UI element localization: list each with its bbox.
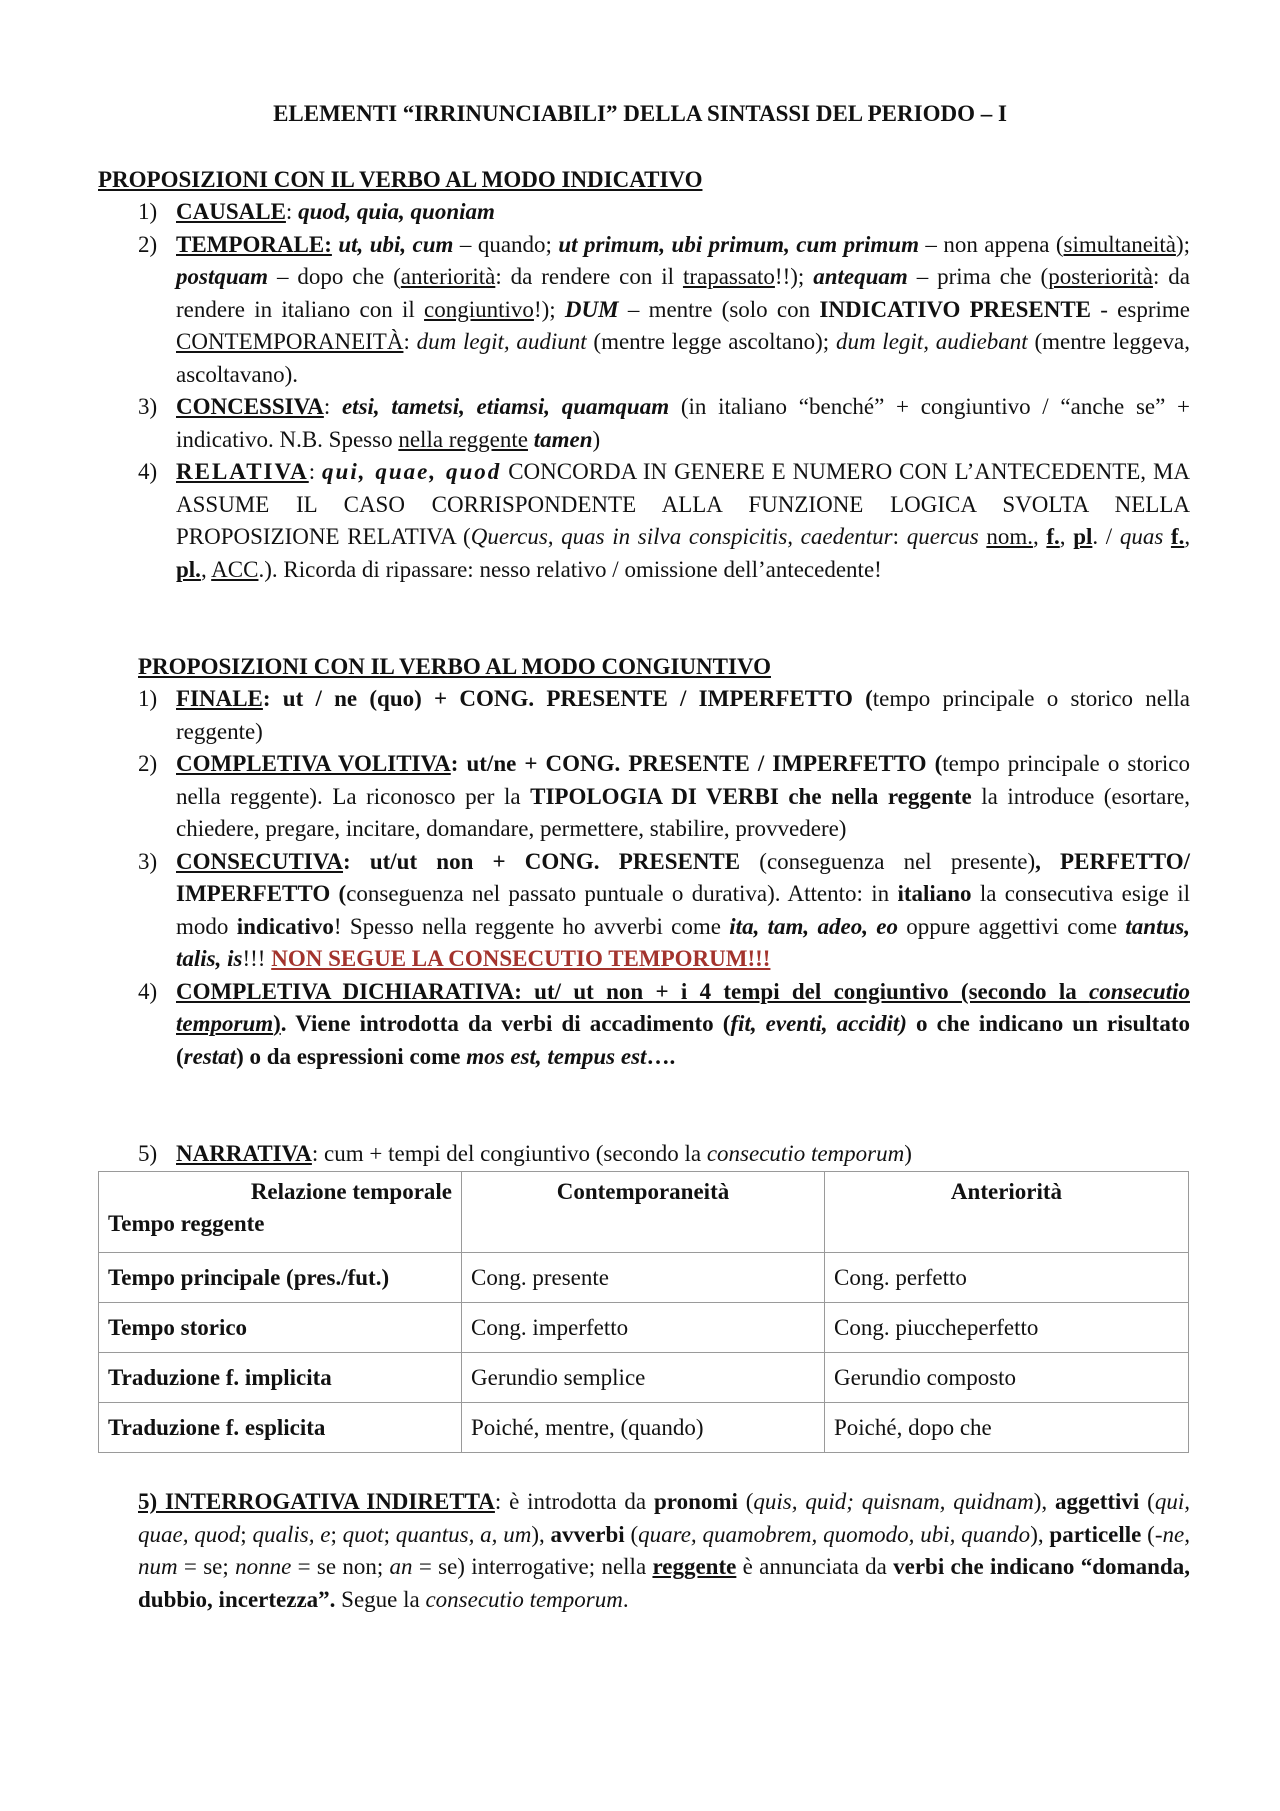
term-label: FINALE (176, 686, 263, 711)
term-label: RELATIVA (176, 459, 309, 484)
list-number: 1) (138, 199, 158, 224)
table-cell: Cong. imperfetto (462, 1303, 825, 1353)
term-label: CONCESSIVA (176, 394, 324, 419)
text-run: – mentre (solo con (618, 296, 820, 322)
text-run: an (389, 1554, 413, 1579)
row-label: Traduzione f. implicita (99, 1353, 462, 1403)
text-run: antequam (813, 264, 908, 289)
text-run: CONCORDA IN GENERE E NUMERO CON L’ANTECEDENTE, MA ASSUME IL CASO CORRISPONDENTE ALLA FUNZIONE LOGICA SVOLTA NELLA PROPOSIZIONE RELATIVA ( (176, 459, 1191, 549)
text-run: – prima che ( (907, 264, 1049, 289)
list-number: 2) (138, 231, 158, 257)
text-run: ) (273, 1011, 281, 1036)
text-run: oppure aggettivi come (897, 913, 1126, 939)
text-run: trapassato (682, 264, 775, 289)
text-run: qui, quae, quod (138, 1489, 1190, 1547)
term-label: COMPLETIVA VOLITIVA (176, 751, 451, 776)
text-run: : ut/ut non + CONG. PRESENTE (343, 848, 741, 874)
text-run: : da rendere in italiano con il (176, 264, 1190, 322)
text-run: ( (1139, 1489, 1155, 1514)
text-run: ); (1175, 231, 1190, 257)
table-row (99, 1353, 1189, 1403)
text-run: ; (383, 1521, 396, 1547)
text-run: ; (240, 1521, 253, 1547)
list-item-causale (138, 196, 1190, 229)
text-run: Quercus, quas in silva conspicitis, caedentur (470, 524, 893, 549)
table-row (99, 1403, 1189, 1453)
section-heading-congiuntivo: PROPOSIZIONI CON IL VERBO AL MODO CONGIUNTIVO (138, 654, 771, 679)
text-run: congiuntivo (424, 296, 534, 322)
list-number: 3) (138, 848, 158, 874)
text-run: . (622, 1586, 629, 1612)
consecutio-table (98, 1171, 1189, 1453)
text-run: tamen (533, 426, 593, 452)
row-label: Tempo principale (pres./fut.) (99, 1253, 462, 1303)
text-run: quantus, a, um (395, 1521, 532, 1547)
text-run: aggettivi (1055, 1489, 1140, 1514)
text-run: simultaneità (1063, 231, 1176, 257)
text-run: qualis, e (252, 1521, 331, 1547)
text-run: ), (1033, 1489, 1056, 1514)
table-cell: Cong. perfetto (825, 1253, 1189, 1303)
list-item-consecutiva (138, 846, 1190, 976)
text-run: conseguenza nel passato puntuale o durativa). Attento: in (346, 881, 898, 906)
term-label: TEMPORALE: (176, 231, 332, 257)
text-run: nonne (235, 1554, 292, 1579)
interrogativa-indiretta-paragraph (138, 1486, 1190, 1616)
list-item-concessiva (138, 391, 1190, 456)
congiuntivo-list (138, 683, 1190, 1073)
text-run: ; (330, 1521, 343, 1547)
text-run: posteriorità (1048, 264, 1153, 289)
section-heading-indicativo: PROPOSIZIONI CON IL VERBO AL MODO INDICATIVO (98, 167, 703, 192)
text-run: : (403, 329, 417, 354)
text-run: pl. (176, 556, 201, 582)
text-run: è annunciata da (736, 1554, 894, 1579)
text-run: verbi che indicano “domanda, dubbio, incertezza”. (138, 1554, 1190, 1612)
term-label: 5) INTERROGATIVA INDIRETTA (138, 1489, 495, 1514)
text-run: !!! (242, 946, 272, 971)
text-run: , (200, 556, 212, 582)
text-run: Segue la (335, 1586, 426, 1612)
text-run: f. (1046, 524, 1060, 549)
text-run: .). Ricorda di ripassare: nesso relativo / omissione dell’antecedente! (258, 556, 882, 582)
text-run: quis, quid; quisnam, quidnam (753, 1489, 1034, 1514)
text-run: : è introdotta da (494, 1489, 654, 1514)
text-run: dum legit, audiebant (835, 329, 1028, 354)
list-number: 4) (138, 978, 158, 1004)
text-run: consecutio temporum (425, 1586, 623, 1612)
table-row (99, 1303, 1189, 1353)
text-run (1163, 524, 1171, 549)
text-run: ( (737, 1489, 754, 1514)
text-run: = se; (177, 1554, 236, 1579)
text-run: : ut/ne + CONG. PRESENTE / IMPERFETTO ( (450, 751, 943, 776)
table-cell: Cong. presente (462, 1253, 825, 1303)
list-number: 3) (138, 394, 158, 419)
text-run: , (1059, 524, 1074, 549)
text-run: (in italiano “benché” + congiuntivo / “anche se” + indicativo. N.B. Spesso (176, 394, 1191, 452)
text-run: restat (183, 1043, 237, 1069)
text-run: (conseguenza nel presente) (740, 848, 1036, 874)
text-run: indicativo (236, 913, 334, 939)
text-run: !); (533, 296, 565, 322)
text-run: : (308, 459, 323, 484)
text-run: (mentre legge ascoltano); (586, 329, 836, 354)
list-number: 5) (138, 1141, 158, 1166)
text-run: ut, ubi, cum (338, 231, 454, 257)
text-run: tempo principale o storico nella reggente). La riconosco per la (176, 751, 1190, 809)
list-item-finale (138, 683, 1190, 748)
table-cell: Gerundio semplice (462, 1353, 825, 1403)
column-header-anteriorita: Anteriorità (825, 1172, 1189, 1253)
text-run: – non appena ( (919, 231, 1064, 257)
text-run: : ut / ne (quo) + CONG. PRESENTE / IMPERFETTO ( (262, 686, 873, 711)
text-run: tantus, talis, is (176, 913, 1190, 971)
text-run: ! Spesso nella reggente ho avverbi come (333, 913, 730, 939)
list-item-narrativa (138, 1138, 1228, 1171)
text-run: - esprime (1091, 296, 1190, 322)
text-run: , (1032, 524, 1047, 549)
text-run: ut primum, ubi primum, cum primum (558, 231, 919, 257)
list-item-relativa (138, 456, 1190, 586)
list-item-temporale (138, 229, 1190, 392)
text-run: – quando; (453, 231, 559, 257)
text-run: CONTEMPORANEITÀ (176, 329, 404, 354)
text-run: la introduce (esortare, chiedere, pregare, incitare, domandare, permettere, stabilire, provvedere) (176, 783, 1191, 841)
term-label: CAUSALE (176, 199, 286, 224)
text-run: pl (1073, 524, 1093, 549)
text-run: tempo principale o storico nella reggente) (176, 686, 1190, 744)
table-header-row (99, 1172, 1189, 1253)
text-run: consecutio temporum (176, 978, 1190, 1036)
list-number: 1) (138, 686, 158, 711)
text-run: o che indicano un risultato ( (176, 1011, 1190, 1069)
text-run: ( (1141, 1521, 1155, 1547)
table-cell: Gerundio composto (825, 1353, 1189, 1403)
text-run: !!); (774, 264, 814, 289)
text-run: reggente (652, 1554, 737, 1579)
table-corner-cell (99, 1172, 462, 1253)
text-run: : da rendere con il (495, 264, 683, 289)
text-run: ACC (211, 556, 259, 582)
text-run: ), (531, 1521, 551, 1547)
text-run: : cum + tempi del congiuntivo (secondo la (311, 1141, 707, 1166)
text-run: : (892, 524, 907, 549)
text-run: quas (1119, 524, 1164, 549)
term-label: COMPLETIVA DICHIARATIVA: ut/ ut non + i 4 tempi del congiuntivo (secondo la (176, 978, 1090, 1004)
text-run: anteriorità (400, 264, 496, 289)
text-run: ita, tam, adeo, eo (729, 913, 898, 939)
list-number: 4) (138, 459, 158, 484)
text-run: = se) interrogative; nella (412, 1554, 653, 1579)
table-cell: Cong. piuccheperfetto (825, 1303, 1189, 1353)
term-label: CONSECUTIVA (176, 848, 344, 874)
text-run: . Viene introdotta da verbi di accadimento ( (280, 1011, 731, 1036)
text-run: ) (592, 426, 601, 452)
text-run: postquam (176, 264, 269, 289)
text-run: quot (342, 1521, 384, 1547)
text-run: (mentre leggeva, ascoltavano). (176, 329, 1191, 387)
indicativo-list (138, 196, 1190, 586)
text-run: ) o da espressioni come (236, 1043, 467, 1069)
text-run: avverbi (550, 1521, 625, 1547)
text-run: . / (1092, 524, 1120, 549)
text-run: la consecutiva esige il modo (176, 881, 1191, 939)
text-run: ) (904, 1141, 912, 1166)
text-run: : (323, 394, 342, 419)
column-header-contemporaneita: Contemporaneità (462, 1172, 825, 1253)
text-run: dum legit, audiunt (416, 329, 587, 354)
text-run: ), (1030, 1521, 1050, 1547)
text-run: qui, quae, quod (322, 459, 502, 484)
text-run: nella reggente (398, 426, 528, 452)
text-run: : (285, 199, 299, 224)
text-run: quod, quia, quoniam (298, 199, 495, 224)
text-run: – dopo che ( (268, 264, 401, 289)
table-cell: Poiché, dopo che (825, 1403, 1189, 1453)
row-label: Traduzione f. esplicita (99, 1403, 462, 1453)
text-run: , (1184, 524, 1191, 549)
row-label: Tempo storico (99, 1303, 462, 1353)
tempo-reggente-label: Tempo reggente (108, 1211, 265, 1236)
text-run: f. (1170, 524, 1185, 549)
text-run: nom. (986, 524, 1033, 549)
text-run: fit, eventi, accidit) (730, 1011, 907, 1036)
list-item-completiva-dichiarativa (138, 976, 1190, 1074)
text-run: mos est, tempus est (466, 1043, 647, 1069)
text-run: ( (624, 1521, 639, 1547)
list-item-completiva-volitiva (138, 748, 1190, 846)
text-run: …. (646, 1043, 676, 1069)
text-run: quare, quamobrem, quomodo, ubi, quando (638, 1521, 1031, 1547)
consecutio-warning: NON SEGUE LA CONSECUTIO TEMPORUM!!! (271, 946, 771, 971)
table-cell: Poiché, mentre, (quando) (462, 1403, 825, 1453)
relazione-temporale-label: Relazione temporale (250, 1179, 452, 1204)
list-number: 2) (138, 751, 158, 776)
text-run: particelle (1049, 1521, 1142, 1547)
text-run: pronomi (653, 1489, 738, 1514)
text-run: = se non; (291, 1554, 390, 1579)
text-run: TIPOLOGIA DI VERBI che nella reggente (530, 783, 972, 809)
text-run: etsi, tametsi, etiamsi, quamquam (341, 394, 670, 419)
text-run: quercus (906, 524, 979, 549)
text-run: consecutio temporum (706, 1141, 905, 1166)
text-run: , PERFETTO/ IMPERFETTO ( (176, 848, 1190, 906)
table-row (99, 1253, 1189, 1303)
term-label: NARRATIVA (176, 1141, 312, 1166)
text-run: -ne, num (138, 1521, 1190, 1579)
document-title: ELEMENTI “IRRINUNCIABILI” DELLA SINTASSI DEL PERIODO – I (273, 101, 1007, 126)
text-run: INDICATIVO PRESENTE (819, 296, 1092, 322)
text-run: italiano (897, 881, 972, 906)
text-run: DUM (564, 296, 619, 322)
